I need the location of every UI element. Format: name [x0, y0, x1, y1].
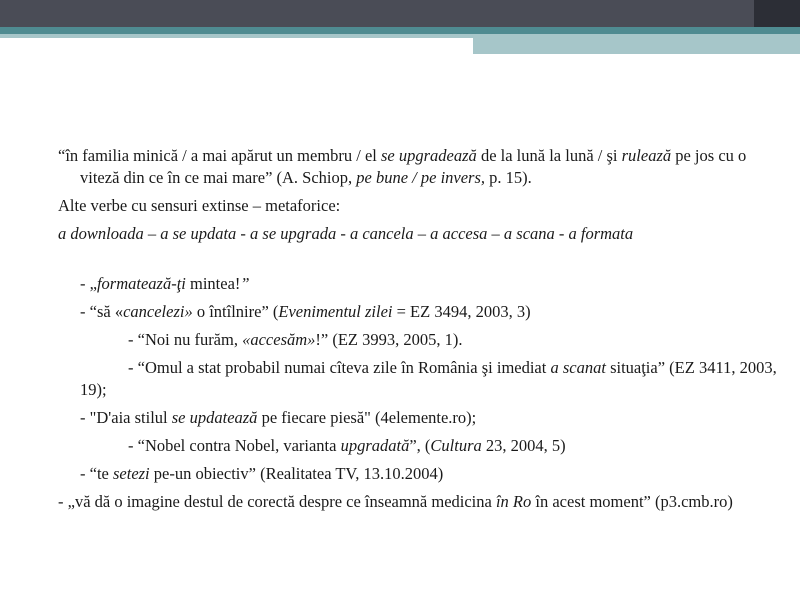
header-accent-stripe: [0, 27, 800, 34]
example-italic: formatează-ţi: [96, 274, 186, 293]
quote-text: pe jos cu o viteză din ce în ce mai mare” (A. Schiop,: [80, 146, 747, 187]
example-text: ”, (: [409, 436, 431, 455]
quote-italic: rulează: [621, 146, 672, 165]
example-text: situaţia” (EZ 3411, 2003, 19);: [80, 358, 777, 399]
example-text: !” (EZ 3993, 2005, 1).: [315, 330, 463, 349]
example-item: [58, 407, 778, 429]
verbs-text: a downloada – a se updata - a se upgrada - a cancela – a accesa – a scana - a formata: [58, 224, 634, 243]
header-thin-stripe: [0, 34, 473, 38]
example-text: în acest moment” (p3.cmb.ro): [531, 492, 733, 511]
example-text: o întîlnire” (: [192, 302, 279, 321]
example-item: [58, 463, 778, 485]
example-text: - "D'aia stilul: [80, 408, 172, 427]
example-text: - “Nobel contra Nobel, varianta: [128, 436, 341, 455]
example-text: = EZ 3494, 2003, 3): [392, 302, 531, 321]
example-text: - „: [80, 274, 97, 293]
example-text: mintea!: [185, 274, 241, 293]
spacer: [58, 245, 778, 267]
slide-body: [58, 145, 778, 513]
example-italic: ”: [240, 274, 250, 293]
example-text: - “Omul a stat probabil numai cîteva zile în România şi imediat: [128, 358, 551, 377]
quote-paragraph: [58, 145, 778, 189]
example-italic: «accesăm»: [242, 330, 316, 349]
example-italic: Evenimentul zilei: [278, 302, 393, 321]
example-item: [58, 273, 778, 295]
header-bar: [0, 0, 800, 27]
quote-text: “în familia minică / a mai apărut un membru / el: [58, 146, 382, 165]
example-item: [58, 357, 778, 401]
quote-italic: se upgradează: [381, 146, 477, 165]
example-item: [58, 301, 778, 323]
verbs-list: [58, 223, 778, 245]
example-italic: Cultura: [430, 436, 482, 455]
quote-text: p. 15).: [485, 168, 532, 187]
example-item: [58, 435, 778, 457]
header-corner-block: [754, 0, 800, 27]
example-italic: cancelezi»: [123, 302, 193, 321]
section-heading: Alte verbe cu sensuri extinse – metaforice:: [58, 196, 341, 215]
quote-italic: pe bune / pe invers,: [356, 168, 486, 187]
example-text: - “te: [80, 464, 113, 483]
example-italic: în Ro: [495, 492, 532, 511]
example-text: - “să «: [80, 302, 124, 321]
example-italic: setezi: [112, 464, 150, 483]
example-italic: upgradată: [340, 436, 410, 455]
example-italic: a scanat: [550, 358, 606, 377]
example-text: 23, 2004, 5): [481, 436, 566, 455]
example-text: - “Noi nu furăm,: [128, 330, 243, 349]
example-italic: se updatează: [171, 408, 258, 427]
example-text: pe-un obiectiv” (Realitatea TV, 13.10.2004): [149, 464, 444, 483]
header-light-block: [473, 34, 800, 54]
example-item: [58, 491, 778, 513]
quote-text: de la lună la lună / şi: [476, 146, 622, 165]
example-item: [58, 329, 778, 351]
example-text: pe fiecare piesă" (4elemente.ro);: [257, 408, 477, 427]
example-text: - „vă dă o imagine destul de corectă despre ce înseamnă medicina: [58, 492, 496, 511]
